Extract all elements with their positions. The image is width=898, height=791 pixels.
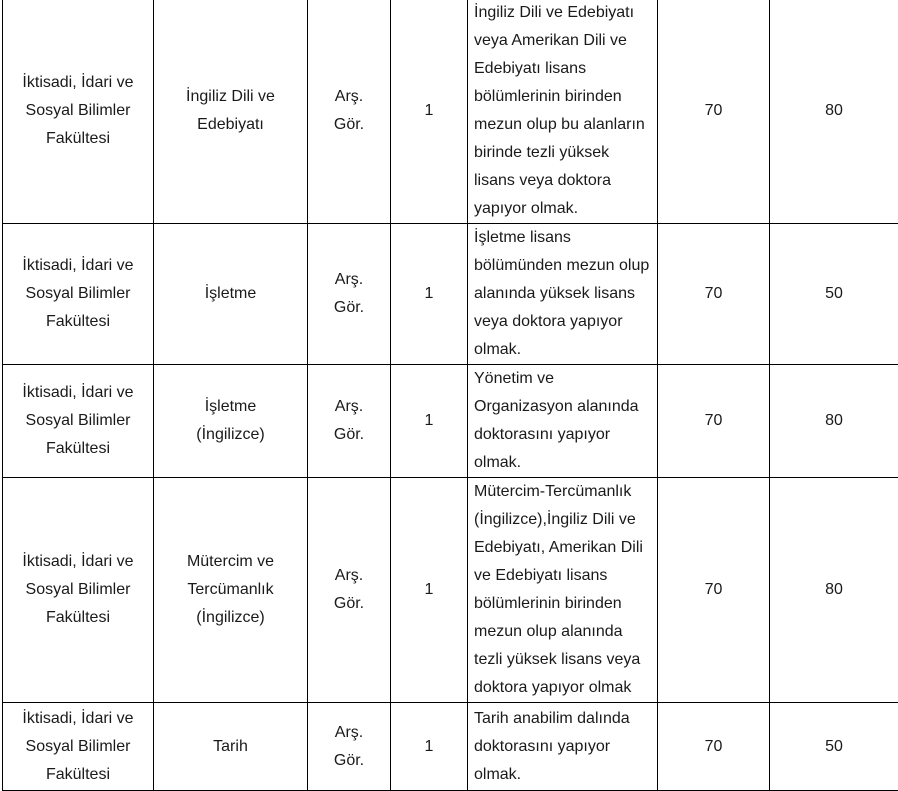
table-row [3,365,898,478]
requirement-cell: Tarih anabilim dalında doktorasını yapıyor olmak. [468,703,658,791]
department-cell: Mütercim ve Tercümanlık (İngilizce) [154,478,308,703]
requirement-cell: İngiliz Dili ve Edebiyatı veya Amerikan Dili ve Edebiyatı lisans bölümlerinin birinden mezun olup bu alanların birinde tezli yüksek lisans veya doktora yapıyor olmak. [468,0,658,224]
count-cell: 1 [391,478,468,703]
score-b-cell: 80 [770,478,898,703]
table-row [3,703,898,791]
department-cell: İngiliz Dili ve Edebiyatı [154,0,308,224]
faculty-cell: İktisadi, İdari ve Sosyal Bilimler Fakültesi [3,703,154,791]
requirement-cell: İşletme lisans bölümünden mezun olup alanında yüksek lisans veya doktora yapıyor olmak. [468,224,658,365]
score-a-cell: 70 [658,478,770,703]
title-cell: Arş. Gör. [308,0,391,224]
score-a-cell: 70 [658,703,770,791]
title-cell: Arş. Gör. [308,224,391,365]
count-cell: 1 [391,224,468,365]
score-a-cell: 70 [658,0,770,224]
department-cell: İşletme [154,224,308,365]
score-b-cell: 80 [770,365,898,478]
score-a-cell: 70 [658,365,770,478]
title-cell: Arş. Gör. [308,478,391,703]
faculty-cell: İktisadi, İdari ve Sosyal Bilimler Fakültesi [3,0,154,224]
score-b-cell: 50 [770,224,898,365]
score-b-cell: 50 [770,703,898,791]
count-cell: 1 [391,365,468,478]
faculty-cell: İktisadi, İdari ve Sosyal Bilimler Fakültesi [3,224,154,365]
faculty-cell: İktisadi, İdari ve Sosyal Bilimler Fakültesi [3,478,154,703]
title-cell: Arş. Gör. [308,703,391,791]
requirement-cell: Yönetim ve Organizasyon alanında doktorasını yapıyor olmak. [468,365,658,478]
positions-table [2,0,898,791]
score-b-cell: 80 [770,0,898,224]
department-cell: Tarih [154,703,308,791]
faculty-cell: İktisadi, İdari ve Sosyal Bilimler Fakültesi [3,365,154,478]
table-row [3,224,898,365]
count-cell: 1 [391,703,468,791]
table-row [3,0,898,224]
score-a-cell: 70 [658,224,770,365]
title-cell: Arş. Gör. [308,365,391,478]
department-cell: İşletme (İngilizce) [154,365,308,478]
count-cell: 1 [391,0,468,224]
table-row [3,478,898,703]
requirement-cell: Mütercim-Tercümanlık (İngilizce),İngiliz Dili ve Edebiyatı, Amerikan Dili ve Edebiyatı lisans bölümlerinin birinden mezun olup alanında tezli yüksek lisans veya doktora yapıyor olmak [468,478,658,703]
